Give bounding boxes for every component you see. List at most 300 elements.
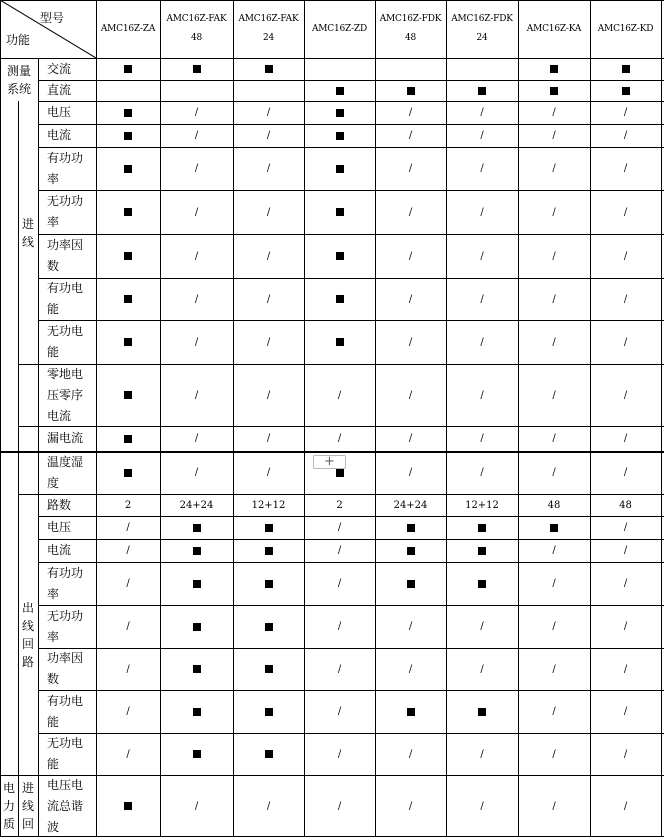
- value-cell: [96, 494, 160, 516]
- model-header: [304, 0, 375, 58]
- value-cell: [304, 278, 375, 320]
- value-text: /: [266, 800, 271, 812]
- row-label-text: 无功电能: [47, 324, 84, 359]
- supported-mark: [265, 665, 273, 673]
- value-text: 12+12: [465, 499, 499, 511]
- supported-mark: [550, 65, 558, 73]
- supported-mark: [336, 252, 344, 260]
- value-text: /: [408, 163, 413, 174]
- value-text: /: [194, 206, 199, 218]
- value-cell: [375, 320, 446, 364]
- value-cell: [518, 124, 590, 147]
- value-cell: [518, 605, 590, 648]
- supported-mark: [193, 708, 201, 716]
- value-cell: [96, 80, 160, 101]
- value-cell: [304, 147, 375, 190]
- value-cell: [304, 690, 375, 733]
- value-cell: [375, 451, 446, 494]
- value-cell: [375, 539, 446, 562]
- page-break-line: [0, 451, 664, 453]
- value-cell: [590, 516, 661, 539]
- row-label-text: 电压电流总谐波: [47, 777, 84, 834]
- group-label: 测量系统: [6, 63, 31, 96]
- supported-mark: [336, 165, 344, 173]
- value-cell: [233, 539, 304, 562]
- model-header: [160, 0, 233, 58]
- model-name: AMC16Z-ZA: [100, 23, 156, 34]
- value-text: /: [408, 621, 413, 632]
- supported-mark: [193, 547, 201, 555]
- model-header: [233, 0, 304, 58]
- row-label: [38, 648, 96, 690]
- value-text: /: [552, 621, 556, 632]
- value-cell: [96, 562, 160, 605]
- supported-mark: [193, 623, 201, 631]
- row-label-text: 直流: [47, 83, 72, 97]
- row-label: [38, 58, 96, 80]
- value-cell: [518, 320, 590, 364]
- value-text: 24+24: [179, 499, 214, 511]
- row-label-text: 电流: [47, 543, 72, 557]
- value-text: /: [194, 467, 199, 478]
- value-text: /: [623, 467, 628, 478]
- value-cell: [446, 690, 518, 733]
- value-text: /: [552, 800, 556, 812]
- value-cell: [446, 101, 518, 124]
- row-label-text: 电流: [47, 128, 72, 142]
- model-header: [96, 0, 160, 58]
- value-text: /: [408, 467, 413, 478]
- value-text: /: [126, 621, 130, 632]
- value-cell: [233, 364, 304, 426]
- group-measure-system: [0, 58, 38, 101]
- value-cell: [160, 690, 233, 733]
- supported-mark: [124, 208, 132, 216]
- value-text: /: [623, 336, 628, 348]
- value-cell: [96, 278, 160, 320]
- row-label: [38, 147, 96, 190]
- value-text: /: [126, 706, 130, 717]
- value-text: /: [194, 433, 199, 444]
- value-cell: [233, 190, 304, 234]
- value-cell: [375, 190, 446, 234]
- row-label-text: 有功电能: [47, 281, 84, 316]
- value-text: /: [480, 130, 484, 141]
- value-cell: [233, 58, 304, 80]
- value-text: /: [126, 663, 130, 675]
- value-cell: [590, 775, 661, 837]
- value-text: /: [480, 293, 484, 305]
- value-cell: [590, 58, 661, 80]
- supported-mark: [265, 524, 273, 532]
- value-text: /: [194, 336, 199, 348]
- value-text: /: [408, 293, 413, 305]
- value-cell: [233, 147, 304, 190]
- row-label-text: 温度湿度: [47, 454, 84, 490]
- value-text: /: [408, 800, 413, 812]
- value-cell: [233, 124, 304, 147]
- value-cell: [96, 426, 160, 451]
- value-cell: [233, 775, 304, 837]
- value-cell: [304, 80, 375, 101]
- value-text: /: [552, 433, 556, 444]
- supported-mark: [336, 132, 344, 140]
- value-cell: [375, 648, 446, 690]
- value-cell: [96, 775, 160, 837]
- group-label: 电力质: [2, 781, 15, 831]
- supported-mark: [265, 750, 273, 758]
- supported-mark: [336, 208, 344, 216]
- value-text: /: [337, 389, 342, 401]
- value-cell: [160, 775, 233, 837]
- value-text: /: [480, 621, 484, 632]
- supported-mark: [124, 802, 132, 810]
- row-label-text: 有功功率: [47, 150, 84, 186]
- row-label-text: 零地电压零序电流: [47, 366, 84, 423]
- value-cell: [375, 426, 446, 451]
- value-text: 48: [547, 499, 561, 511]
- row-label: [38, 124, 96, 147]
- value-cell: [304, 494, 375, 516]
- model-name: AMC16Z-ZD: [311, 23, 368, 34]
- supported-mark: [407, 87, 415, 95]
- value-text: /: [266, 130, 271, 141]
- value-cell: [590, 234, 661, 278]
- value-cell: [160, 426, 233, 451]
- value-cell: [233, 516, 304, 539]
- value-text: /: [552, 293, 556, 305]
- value-cell: [590, 190, 661, 234]
- value-cell: [304, 364, 375, 426]
- value-text: /: [552, 545, 556, 556]
- value-cell: [160, 364, 233, 426]
- value-text: /: [480, 663, 484, 675]
- supported-mark: [124, 295, 132, 303]
- grid-vline: [661, 0, 662, 837]
- grid-vline: [0, 0, 1, 837]
- row-label-text: 电压: [47, 105, 72, 119]
- row-label-text: 无功功率: [47, 194, 84, 229]
- value-text: /: [408, 433, 413, 444]
- value-text: /: [126, 578, 130, 589]
- supported-mark: [124, 132, 132, 140]
- value-cell: [446, 147, 518, 190]
- model-header: [590, 0, 661, 58]
- value-text: /: [194, 107, 199, 118]
- value-cell: [304, 101, 375, 124]
- value-text: /: [480, 467, 484, 478]
- value-text: /: [194, 163, 199, 174]
- value-text: /: [266, 250, 271, 262]
- value-cell: [446, 562, 518, 605]
- model-name: AMC16Z-KD: [597, 23, 654, 34]
- row-label-text: 有功电能: [47, 693, 84, 729]
- value-text: /: [623, 130, 628, 141]
- value-cell: [518, 190, 590, 234]
- row-label: [38, 101, 96, 124]
- value-cell: [518, 101, 590, 124]
- value-cell: [446, 234, 518, 278]
- value-cell: [160, 124, 233, 147]
- value-text: /: [408, 748, 413, 760]
- value-cell: [233, 101, 304, 124]
- value-text: /: [126, 748, 130, 760]
- supported-mark: [265, 580, 273, 588]
- value-cell: [590, 320, 661, 364]
- supported-mark: [336, 109, 344, 117]
- row-label: [38, 234, 96, 278]
- value-cell: [446, 605, 518, 648]
- value-cell: [160, 58, 233, 80]
- row-label-text: 功率因数: [47, 238, 84, 273]
- value-text: /: [623, 748, 628, 760]
- value-cell: [96, 124, 160, 147]
- value-cell: [518, 364, 590, 426]
- row-label-text: 路数: [47, 497, 72, 512]
- value-cell: [160, 320, 233, 364]
- value-cell: [375, 733, 446, 775]
- value-cell: [518, 426, 590, 451]
- value-cell: [446, 190, 518, 234]
- value-cell: [375, 775, 446, 837]
- value-text: /: [266, 433, 271, 444]
- value-text: /: [623, 578, 628, 589]
- value-text: /: [337, 621, 342, 632]
- supported-mark: [336, 295, 344, 303]
- value-cell: [375, 516, 446, 539]
- value-cell: [590, 451, 661, 494]
- value-cell: [518, 648, 590, 690]
- supported-mark: [124, 338, 132, 346]
- value-cell: [518, 278, 590, 320]
- value-text: /: [623, 706, 628, 717]
- value-cell: [304, 426, 375, 451]
- value-cell: [96, 58, 160, 80]
- value-cell: [446, 278, 518, 320]
- value-text: /: [266, 293, 271, 305]
- value-cell: [518, 80, 590, 101]
- row-label: [38, 605, 96, 648]
- value-cell: [446, 494, 518, 516]
- value-text: /: [337, 433, 342, 444]
- value-cell: [304, 234, 375, 278]
- value-cell: [304, 648, 375, 690]
- value-cell: [160, 539, 233, 562]
- supported-mark: [336, 469, 344, 477]
- supported-mark: [478, 524, 486, 532]
- value-text: 12+12: [251, 499, 286, 511]
- value-text: /: [266, 467, 271, 478]
- supported-mark: [265, 708, 273, 716]
- value-cell: [160, 234, 233, 278]
- value-cell: [518, 234, 590, 278]
- value-cell: [518, 451, 590, 494]
- value-cell: [590, 426, 661, 451]
- value-cell: [446, 516, 518, 539]
- value-cell: [160, 494, 233, 516]
- value-cell: [233, 80, 304, 101]
- row-label-text: 漏电流: [47, 431, 84, 445]
- value-cell: [446, 775, 518, 837]
- value-cell: [518, 539, 590, 562]
- value-cell: [233, 562, 304, 605]
- supported-mark: [193, 580, 201, 588]
- value-cell: [446, 124, 518, 147]
- value-cell: [233, 278, 304, 320]
- value-text: /: [266, 163, 271, 174]
- value-text: /: [623, 433, 628, 444]
- group-incoming: [18, 101, 38, 364]
- header-type-label: 型号: [40, 11, 65, 25]
- value-text: /: [266, 389, 271, 401]
- row-label: [38, 733, 96, 775]
- value-text: /: [623, 522, 628, 533]
- value-cell: [96, 320, 160, 364]
- value-cell: [304, 775, 375, 837]
- value-cell: [96, 147, 160, 190]
- add-row-button[interactable]: +: [313, 455, 346, 469]
- value-text: /: [552, 336, 556, 348]
- value-cell: [96, 234, 160, 278]
- model-name: AMC16Z-FAK24: [238, 14, 299, 43]
- value-cell: [590, 494, 661, 516]
- value-text: /: [623, 250, 628, 262]
- value-cell: [518, 562, 590, 605]
- value-cell: [590, 648, 661, 690]
- value-text: /: [194, 130, 199, 141]
- value-cell: [375, 101, 446, 124]
- supported-mark: [124, 469, 132, 477]
- value-cell: [375, 605, 446, 648]
- value-cell: [590, 539, 661, 562]
- supported-mark: [265, 547, 273, 555]
- value-cell: [233, 733, 304, 775]
- row-label: [38, 426, 96, 451]
- value-cell: [518, 147, 590, 190]
- value-text: /: [623, 389, 628, 401]
- supported-mark: [336, 338, 344, 346]
- value-cell: [96, 101, 160, 124]
- value-text: /: [623, 800, 628, 812]
- value-cell: [375, 234, 446, 278]
- value-cell: [96, 690, 160, 733]
- value-text: /: [408, 336, 413, 348]
- value-cell: [160, 278, 233, 320]
- value-cell: [160, 733, 233, 775]
- supported-mark: [124, 435, 132, 443]
- value-cell: [160, 147, 233, 190]
- value-text: /: [408, 130, 413, 141]
- value-cell: [304, 516, 375, 539]
- value-text: /: [408, 206, 413, 218]
- value-cell: [375, 80, 446, 101]
- value-cell: [590, 80, 661, 101]
- value-text: /: [408, 250, 413, 262]
- supported-mark: [407, 524, 415, 532]
- supported-mark: [622, 87, 630, 95]
- value-cell: [446, 451, 518, 494]
- value-text: /: [552, 389, 556, 401]
- value-cell: [446, 58, 518, 80]
- value-text: /: [552, 206, 556, 218]
- supported-mark: [124, 109, 132, 117]
- value-cell: [233, 234, 304, 278]
- value-cell: [160, 190, 233, 234]
- value-text: /: [480, 163, 484, 174]
- value-cell: [590, 364, 661, 426]
- value-text: /: [480, 433, 484, 444]
- value-cell: [375, 364, 446, 426]
- value-text: /: [194, 389, 199, 401]
- value-text: /: [623, 107, 628, 118]
- model-header: [375, 0, 446, 58]
- value-text: 48: [619, 499, 632, 511]
- supported-mark: [193, 524, 201, 532]
- value-cell: [96, 364, 160, 426]
- value-cell: [304, 539, 375, 562]
- value-cell: [375, 58, 446, 80]
- row-label-text: 无功功率: [47, 608, 84, 644]
- value-cell: [160, 516, 233, 539]
- value-cell: [304, 562, 375, 605]
- value-cell: [304, 58, 375, 80]
- value-text: /: [623, 293, 628, 305]
- value-cell: [233, 494, 304, 516]
- value-cell: [590, 278, 661, 320]
- value-cell: [304, 124, 375, 147]
- row-label: [38, 451, 96, 494]
- supported-mark: [193, 665, 201, 673]
- row-label: [38, 364, 96, 426]
- value-cell: [233, 451, 304, 494]
- value-text: /: [552, 748, 556, 760]
- value-text: /: [552, 107, 556, 118]
- supported-mark: [407, 580, 415, 588]
- value-text: /: [266, 336, 271, 348]
- row-label-text: 功率因数: [47, 651, 84, 686]
- row-label: [38, 539, 96, 562]
- value-text: /: [126, 545, 130, 556]
- value-text: /: [552, 467, 556, 478]
- value-cell: [304, 733, 375, 775]
- supported-mark: [265, 623, 273, 631]
- value-text: /: [480, 389, 484, 401]
- supported-mark: [124, 391, 132, 399]
- model-header: [446, 0, 518, 58]
- value-cell: [96, 605, 160, 648]
- value-cell: [233, 648, 304, 690]
- value-cell: [304, 190, 375, 234]
- supported-mark: [265, 65, 273, 73]
- value-text: 24+24: [393, 499, 428, 511]
- value-text: /: [623, 663, 628, 675]
- value-cell: [518, 775, 590, 837]
- value-cell: [590, 733, 661, 775]
- supported-mark: [124, 65, 132, 73]
- row-label: [38, 278, 96, 320]
- value-cell: [375, 278, 446, 320]
- value-cell: [518, 58, 590, 80]
- value-text: /: [480, 250, 484, 262]
- group-label: 出线回路: [21, 600, 34, 669]
- model-name: AMC16Z-KA: [526, 23, 582, 34]
- value-cell: [233, 605, 304, 648]
- value-cell: [96, 733, 160, 775]
- supported-mark: [478, 547, 486, 555]
- row-label: [38, 775, 96, 837]
- value-text: /: [337, 748, 342, 760]
- value-text: /: [552, 578, 556, 589]
